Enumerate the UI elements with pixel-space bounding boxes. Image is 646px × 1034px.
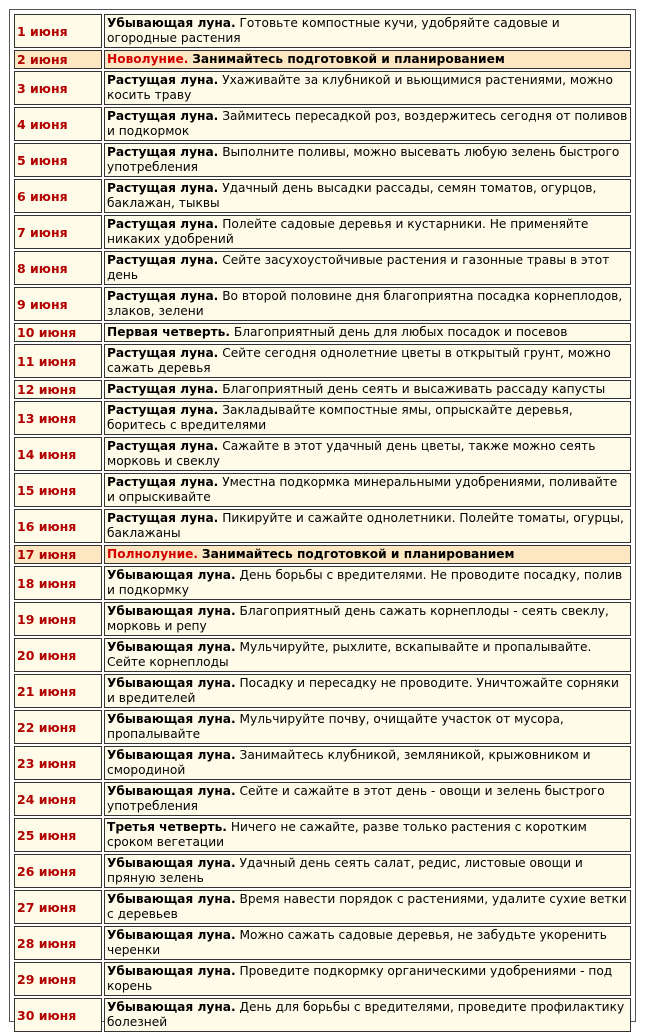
moon-phase-label: Растущая луна. <box>107 181 219 195</box>
calendar-row <box>14 566 631 600</box>
row-date: 8 июня <box>14 251 102 285</box>
row-date: 25 июня <box>14 818 102 852</box>
advice-text: Посадку и пересадку не проводите. Уничтожайте сорняки и вредителей <box>107 676 619 705</box>
advice-text: Благоприятный день для любых посадок и посевов <box>233 325 568 339</box>
calendar-row <box>14 782 631 816</box>
calendar-row <box>14 50 631 69</box>
row-description <box>104 71 631 105</box>
moon-phase-label: Убывающая луна. <box>107 1000 236 1014</box>
row-description <box>104 602 631 636</box>
advice-text: Удачный день сеять салат, редис, листовые овощи и пряную зелень <box>107 856 583 885</box>
moon-phase-label: Растущая луна. <box>107 439 219 453</box>
row-description <box>104 674 631 708</box>
moon-phase-label: Убывающая луна. <box>107 16 236 30</box>
row-date: 24 июня <box>14 782 102 816</box>
row-date: 30 июня <box>14 998 102 1032</box>
row-description <box>104 215 631 249</box>
row-date: 16 июня <box>14 509 102 543</box>
row-description <box>104 14 631 48</box>
moon-phase-label: Убывающая луна. <box>107 748 236 762</box>
row-date: 9 июня <box>14 287 102 321</box>
moon-phase-label: Убывающая луна. <box>107 784 236 798</box>
calendar-row <box>14 746 631 780</box>
advice-text: Сейте сегодня однолетние цветы в открытый грунт, можно сажать деревья <box>107 346 611 375</box>
calendar-row <box>14 107 631 141</box>
calendar-row <box>14 437 631 471</box>
calendar-row <box>14 143 631 177</box>
row-description <box>104 437 631 471</box>
calendar-row <box>14 926 631 960</box>
calendar-row <box>14 638 631 672</box>
advice-text: Благоприятный день сеять и высаживать рассаду капусты <box>222 382 606 396</box>
row-description <box>104 344 631 378</box>
row-date: 17 июня <box>14 545 102 564</box>
row-description <box>104 854 631 888</box>
calendar-row <box>14 251 631 285</box>
advice-text: Закладывайте компостные ямы, опрыскайте деревья, боритесь с вредителями <box>107 403 573 432</box>
row-description <box>104 962 631 996</box>
calendar-row <box>14 287 631 321</box>
advice-text: Сажайте в этот удачный день цветы, также можно сеять морковь и свеклу <box>107 439 596 468</box>
moon-phase-label: Убывающая луна. <box>107 568 236 582</box>
moon-phase-label: Растущая луна. <box>107 109 219 123</box>
row-date: 23 июня <box>14 746 102 780</box>
moon-phase-label: Растущая луна. <box>107 73 219 87</box>
calendar-row <box>14 401 631 435</box>
moon-phase-label: Растущая луна. <box>107 475 219 489</box>
row-date: 13 июня <box>14 401 102 435</box>
row-date: 11 июня <box>14 344 102 378</box>
calendar-row <box>14 179 631 213</box>
advice-text: Сейте засухоустойчивые растения и газонные травы в этот день <box>107 253 610 282</box>
row-date: 5 июня <box>14 143 102 177</box>
row-date: 21 июня <box>14 674 102 708</box>
calendar-row <box>14 215 631 249</box>
calendar-row <box>14 473 631 507</box>
row-description <box>104 782 631 816</box>
row-description <box>104 746 631 780</box>
moon-phase-label: Растущая луна. <box>107 403 219 417</box>
calendar-row <box>14 854 631 888</box>
row-date: 26 июня <box>14 854 102 888</box>
row-date: 6 июня <box>14 179 102 213</box>
row-date: 1 июня <box>14 14 102 48</box>
advice-text: Мульчируйте, рыхлите, вскапывайте и пропалывайте. Сейте корнеплоды <box>107 640 592 669</box>
calendar-row <box>14 323 631 342</box>
advice-text: Можно сажать садовые деревья, не забудьте укоренить черенки <box>107 928 607 957</box>
row-date: 3 июня <box>14 71 102 105</box>
advice-text: Время навести порядок с растениями, удалите сухие ветки с деревьев <box>107 892 627 921</box>
row-date: 2 июня <box>14 50 102 69</box>
moon-phase-label: Растущая луна. <box>107 217 219 231</box>
advice-text: Займитесь пересадкой роз, воздержитесь сегодня от поливов и подкормок <box>107 109 628 138</box>
advice-text: Ухаживайте за клубникой и вьющимися растениями, можно косить траву <box>107 73 613 102</box>
row-description <box>104 509 631 543</box>
advice-text: Мульчируйте почву, очищайте участок от мусора, пропалывайте <box>107 712 564 741</box>
calendar-row <box>14 710 631 744</box>
moon-phase-label: Новолуние. <box>107 52 189 66</box>
advice-text: Занимайтесь подготовкой и планированием <box>192 52 505 66</box>
moon-phase-label: Полнолуние. <box>107 547 199 561</box>
moon-phase-label: Первая четверть. <box>107 325 230 339</box>
moon-phase-label: Растущая луна. <box>107 145 219 159</box>
row-description <box>104 323 631 342</box>
moon-phase-label: Растущая луна. <box>107 511 219 525</box>
row-description <box>104 179 631 213</box>
moon-phase-label: Убывающая луна. <box>107 928 236 942</box>
advice-text: Занимайтесь клубникой, земляникой, крыжовником и смородиной <box>107 748 591 777</box>
row-description <box>104 545 631 564</box>
row-date: 22 июня <box>14 710 102 744</box>
calendar-row <box>14 380 631 399</box>
row-description <box>104 380 631 399</box>
row-date: 14 июня <box>14 437 102 471</box>
moon-phase-label: Растущая луна. <box>107 289 219 303</box>
calendar-row <box>14 602 631 636</box>
calendar-row <box>14 14 631 48</box>
advice-text: День борьбы с вредителями. Не проводите посадку, полив и подкормку <box>107 568 623 597</box>
row-description <box>104 638 631 672</box>
row-date: 18 июня <box>14 566 102 600</box>
advice-text: Пикируйте и сажайте однолетники. Полейте томаты, огурцы, баклажаны <box>107 511 624 540</box>
moon-phase-label: Убывающая луна. <box>107 892 236 906</box>
calendar-row <box>14 818 631 852</box>
moon-phase-label: Убывающая луна. <box>107 964 236 978</box>
row-description <box>104 566 631 600</box>
row-description <box>104 107 631 141</box>
moon-phase-label: Растущая луна. <box>107 382 219 396</box>
row-description <box>104 251 631 285</box>
lunar-calendar-frame <box>9 9 636 1029</box>
advice-text: День для борьбы с вредителями, проведите профилактику болезней <box>107 1000 625 1029</box>
advice-text: Занимайтесь подготовкой и планированием <box>201 547 515 561</box>
row-description <box>104 818 631 852</box>
row-date: 19 июня <box>14 602 102 636</box>
moon-phase-label: Третья четверть. <box>107 820 227 834</box>
moon-phase-label: Убывающая луна. <box>107 640 236 654</box>
advice-text: Уместна подкормка минеральными удобрениями, поливайте и опрыскивайте <box>107 475 618 504</box>
moon-phase-label: Убывающая луна. <box>107 856 236 870</box>
row-date: 10 июня <box>14 323 102 342</box>
calendar-row <box>14 344 631 378</box>
row-description <box>104 890 631 924</box>
row-description <box>104 926 631 960</box>
row-date: 15 июня <box>14 473 102 507</box>
calendar-row <box>14 890 631 924</box>
calendar-rows <box>14 14 631 1032</box>
row-description <box>104 287 631 321</box>
row-date: 4 июня <box>14 107 102 141</box>
calendar-row <box>14 71 631 105</box>
advice-text: Удачный день высадки рассады, семян томатов, огурцов, баклажан, тыквы <box>107 181 597 210</box>
row-description <box>104 143 631 177</box>
row-description <box>104 998 631 1032</box>
row-description <box>104 473 631 507</box>
row-description <box>104 710 631 744</box>
moon-phase-label: Убывающая луна. <box>107 604 236 618</box>
lunar-calendar-table <box>12 12 633 1034</box>
row-description <box>104 50 631 69</box>
advice-text: Ничего не сажайте, разве только растения с коротким сроком вегетации <box>107 820 587 849</box>
row-date: 12 июня <box>14 380 102 399</box>
moon-phase-label: Убывающая луна. <box>107 676 236 690</box>
advice-text: Готовьте компостные кучи, удобряйте садовые и огородные растения <box>107 16 560 45</box>
calendar-row <box>14 545 631 564</box>
row-date: 29 июня <box>14 962 102 996</box>
advice-text: Во второй половине дня благоприятна посадка корнеплодов, злаков, зелени <box>107 289 623 318</box>
row-date: 20 июня <box>14 638 102 672</box>
advice-text: Полейте садовые деревья и кустарники. Не применяйте никаких удобрений <box>107 217 589 246</box>
calendar-row <box>14 998 631 1032</box>
moon-phase-label: Растущая луна. <box>107 346 219 360</box>
calendar-row <box>14 962 631 996</box>
calendar-row <box>14 509 631 543</box>
calendar-row <box>14 674 631 708</box>
moon-phase-label: Растущая луна. <box>107 253 219 267</box>
moon-phase-label: Убывающая луна. <box>107 712 236 726</box>
advice-text: Проведите подкормку органическими удобрениями - под корень <box>107 964 613 993</box>
advice-text: Благоприятный день сажать корнеплоды - сеять свеклу, морковь и репу <box>107 604 609 633</box>
row-date: 7 июня <box>14 215 102 249</box>
row-date: 28 июня <box>14 926 102 960</box>
row-description <box>104 401 631 435</box>
row-date: 27 июня <box>14 890 102 924</box>
advice-text: Сейте и сажайте в этот день - овощи и зелень быстрого употребления <box>107 784 605 813</box>
advice-text: Выполните поливы, можно высевать любую зелень быстрого употребления <box>107 145 620 174</box>
